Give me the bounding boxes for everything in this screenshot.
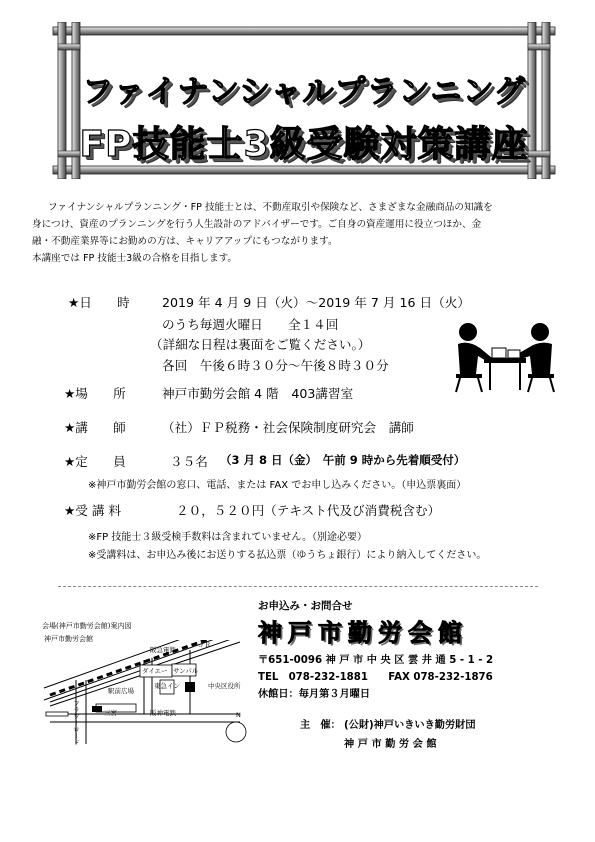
venue-label: ★場 所 <box>64 386 126 401</box>
compass-icon <box>224 720 248 744</box>
map-label-hall: 神戸市勤労会館 <box>44 635 93 643</box>
lecturer-label: ★講 師 <box>64 420 126 435</box>
schedule-note: （詳細な日程は裏面をご覧ください。） <box>150 337 371 352</box>
capacity-note: （3 月 8 日（金） 午前 9 時から先着順受付） <box>220 453 466 467</box>
map-label-sannomiya: 三宮 <box>104 709 117 717</box>
capacity-label: ★定 員 <box>64 454 126 469</box>
schedule-time: 各回 午後６時３０分～午後８時３０分 <box>162 358 389 373</box>
contact-heading: お申込み・お問合せ <box>258 600 353 612</box>
map-label-east-inn: 東急イン <box>154 682 180 690</box>
title-line-2: FP技能士3級受験対策講座 <box>79 124 529 165</box>
hall-address: 〒651-0096 神 戸 市 中 央 区 雲 井 通 5 - 1 - 2 <box>258 655 494 666</box>
fee-note-1: ※FP 技能士３級受検手数料は含まれていません。（別途必要） <box>88 532 367 543</box>
map-label-jr: ＪＲ <box>198 641 211 649</box>
fee-label: ★受 講 料 <box>64 503 122 518</box>
map-label-daiei: ダイエー <box>142 667 168 675</box>
title-banner <box>50 22 558 179</box>
lecturer-value: （社）ＦＰ税務・社会保険制度研究会 講師 <box>162 420 414 435</box>
organizer-1: (公財)神戸いきいき勤労財団 <box>344 720 476 731</box>
meeting-illustration <box>440 320 570 395</box>
fee-value: ２０，５２０円（テキスト代及び消費税含む） <box>176 503 441 518</box>
hall-name: 神戸市勤労会館 <box>258 619 468 647</box>
organizer-2: 神 戸 市 勤 労 会 館 <box>344 739 437 750</box>
intro-line: 身につけ、資産のプランニングを行う人生設計のアドバイザーです。ご自身の資産運用に役立つほか、金 <box>32 219 482 230</box>
venue-value: 神戸市勤労会館 4 階 403講習室 <box>162 386 354 401</box>
schedule-value: 2019 年 4 月 9 日（火）～2019 年 7 月 16 日（火） <box>162 295 470 310</box>
hall-closed-day: 休館日：毎月第３月曜日 <box>258 689 371 700</box>
map-label-hankyu: 阪急電鉄 <box>150 646 176 654</box>
organizer-label: 主 催： <box>300 720 341 731</box>
map-label-sanpal: サンパル <box>173 667 199 675</box>
divider <box>58 586 538 587</box>
hall-phone: TEL 078-232-1881 FAX 078-232-1876 <box>258 672 493 683</box>
intro-paragraph <box>32 199 562 267</box>
apply-note: ※神戸市勤労会館の窓口、電話、または FAX でお申し込みください。（申込票裏面） <box>88 480 467 491</box>
intro-line: 本講座では FP 技能士3級の合格を目指します。 <box>32 253 238 264</box>
map-label-ward-office: 中央区役所 <box>208 682 241 690</box>
map-caption: 会場(神戸市勤労会館)案内図 <box>42 622 132 630</box>
map-label-north: N <box>236 711 241 719</box>
map-label-flower-road: フラワーロード <box>72 700 80 746</box>
schedule-weekday: のうち毎週火曜日 全１４回 <box>162 317 339 332</box>
title-line-1: ファイナンシャルプランニング <box>82 74 526 110</box>
fee-note-2: ※受講料は、お申込み後にお送りする払込票（ゆうちょ銀行）により納入してください。 <box>88 550 487 561</box>
map-label-route2: 阪神電鉄 <box>150 709 176 717</box>
map-label-station-plaza: 駅前広場 <box>108 687 134 695</box>
intro-line: ファイナンシャルプランニング・FP 技能士とは、不動産取引や保険など、さまざまな金融商品の知識を <box>48 202 493 213</box>
capacity-value: ３５名 <box>170 454 208 469</box>
intro-line: 融・不動産業界等にお勤めの方は、キャリアアップにもつながります。 <box>32 236 338 247</box>
schedule-label: ★日 時 <box>68 295 130 310</box>
